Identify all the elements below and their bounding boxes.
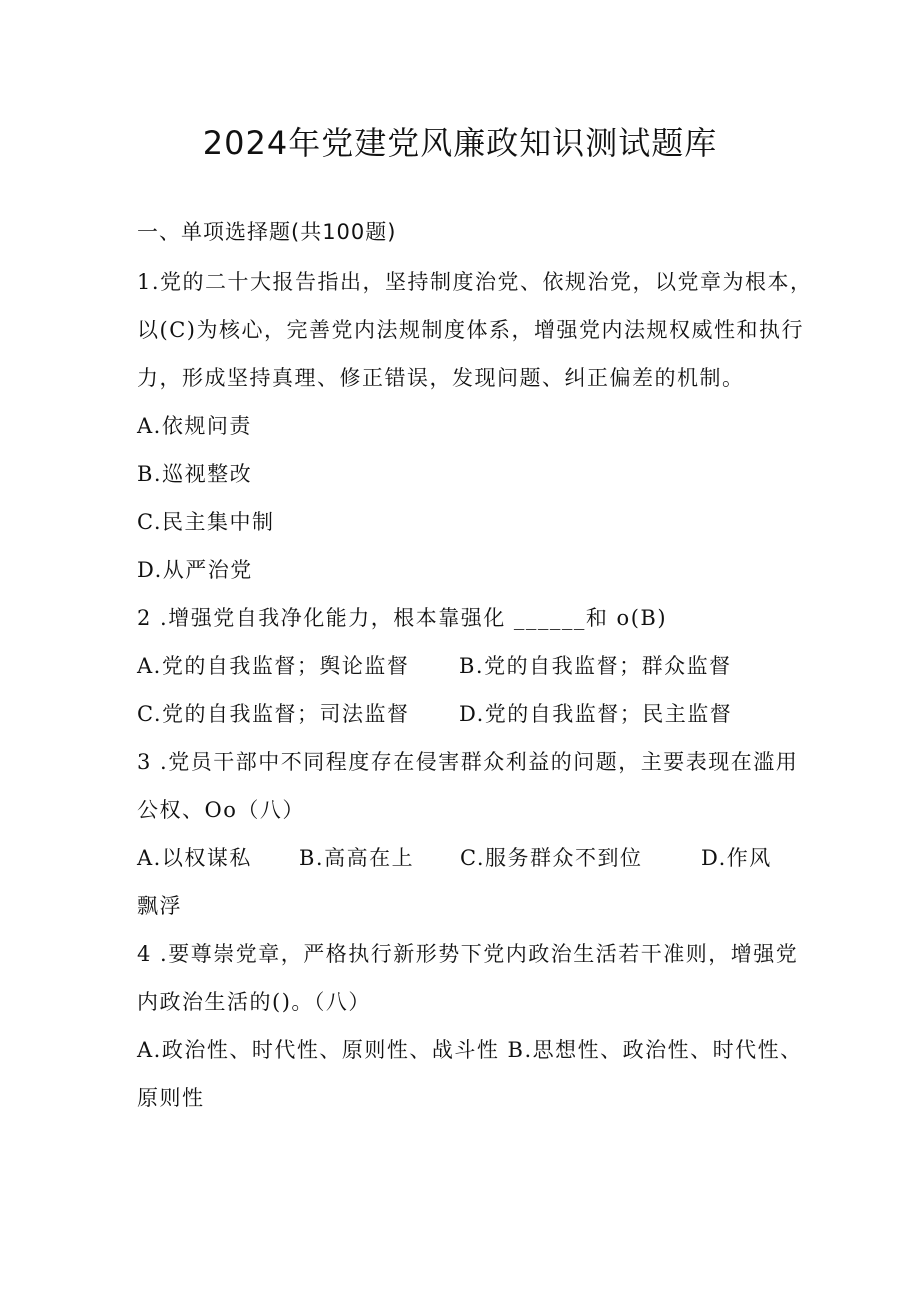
q4-line-1: 4 .要尊崇党章，严格执行新形势下党内政治生活若干准则，增强党 [137, 942, 799, 966]
q3-option-c: C.服务群众不到位 [460, 846, 643, 870]
q1-option-a: A.依规问责 [137, 414, 252, 438]
q1-line-1: 1.党的二十大报告指出，坚持制度治党、依规治党，以党章为根本， [137, 270, 813, 294]
q4-line-4: 原则性 [137, 1086, 205, 1110]
q1-option-c: C.民主集中制 [137, 510, 275, 534]
q1-line-2: 以(C)为核心，完善党内法规制度体系，增强党内法规权威性和执行 [137, 318, 804, 342]
section-heading: 一、单项选择题(共100题) [137, 220, 397, 244]
q3-option-a: A.以权谋私 [137, 846, 252, 870]
q2-option-b: B.党的自我监督；群众监督 [459, 654, 732, 678]
q4-line-3: A.政治性、时代性、原则性、战斗性 B.思想性、政治性、时代性、 [137, 1038, 803, 1062]
q3-line-2: 公权、Oo（八） [137, 798, 305, 822]
q1-option-d: D.从严治党 [137, 558, 253, 582]
q3-option-d: D.作风 [701, 846, 772, 870]
q3-option-b: B.高高在上 [299, 846, 415, 870]
q2-line-1: 2 .增强党自我净化能力，根本靠强化 ______和 o(B) [137, 606, 668, 630]
q1-line-3: 力，形成坚持真理、修正错误，发现问题、纠正偏差的机制。 [137, 366, 745, 390]
q2-option-d: D.党的自我监督；民主监督 [459, 702, 733, 726]
q3-line-1: 3 .党员干部中不同程度存在侵害群众利益的问题，主要表现在滥用 [137, 750, 799, 774]
document-title: 2024年党建党风廉政知识测试题库 [202, 124, 718, 162]
q2-option-a: A.党的自我监督；舆论监督 [137, 654, 410, 678]
q4-line-2: 内政治生活的()。（八） [137, 990, 371, 1014]
q1-option-b: B.巡视整改 [137, 462, 253, 486]
q3-option-d-wrap: 飘浮 [137, 894, 182, 918]
q2-option-c: C.党的自我监督；司法监督 [137, 702, 410, 726]
